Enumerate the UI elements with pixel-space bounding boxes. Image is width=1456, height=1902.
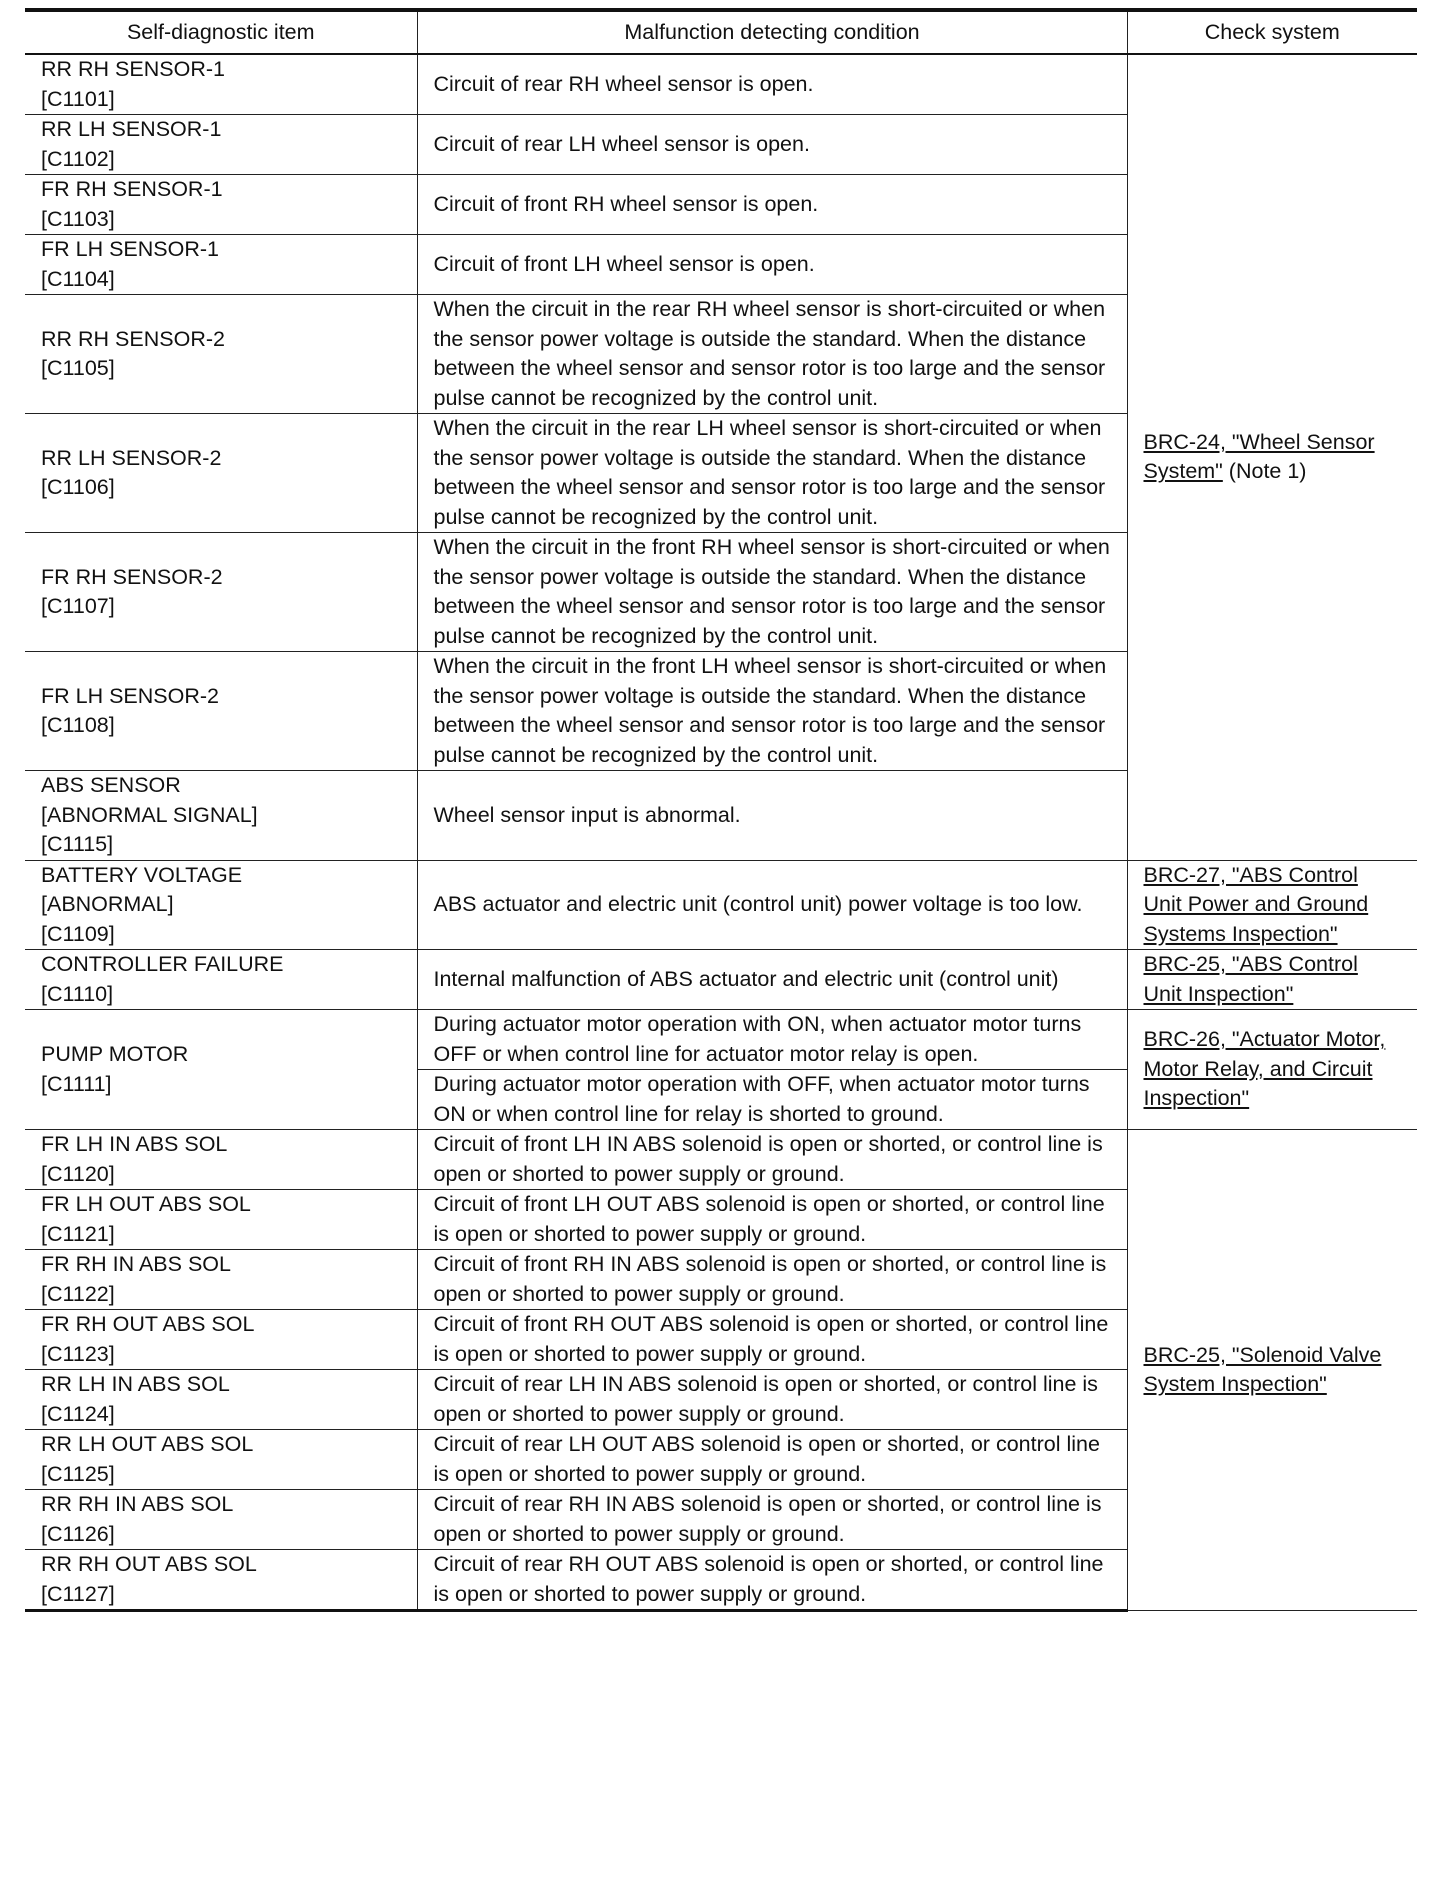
table-header-row [25,10,1417,54]
diagnostic-item-cell [25,1250,417,1310]
malfunction-condition-cell: Circuit of front RH IN ABS solenoid is open or shorted, or control line is open or shorted to power supply or ground. [417,1250,1127,1310]
table-row [25,950,1417,1010]
dtc-code: [C1104] [41,266,115,291]
item-name: RR RH SENSOR-2 [41,326,225,351]
table-row [25,1010,1417,1070]
dtc-code: [C1124] [41,1401,115,1426]
diagnostic-item-cell [25,1010,417,1130]
diagnostic-item-cell [25,54,417,115]
malfunction-condition-cell: When the circuit in the front LH wheel sensor is short-circuited or when the sensor power voltage is outside the standard. When the distance between the wheel sensor and sensor rotor is too large and the sensor pulse cannot be recognized by the control unit. [417,652,1127,771]
item-name: RR RH IN ABS SOL [41,1492,234,1516]
check-system-link[interactable]: BRC-26, "Actuator Motor, Motor Relay, and Circuit Inspection" [1143,1027,1386,1111]
diagnostic-item-cell [25,771,417,861]
diagnostic-item-cell [25,235,417,295]
dtc-code: [C1105] [41,356,115,380]
dtc-code: [C1108] [41,713,115,737]
diagnostic-item-cell [25,1490,417,1550]
malfunction-condition-cell: Internal malfunction of ABS actuator and electric unit (control unit) [417,950,1127,1010]
item-name: FR RH OUT ABS SOL [41,1312,255,1336]
dtc-code: [C1101] [41,86,115,111]
item-name: [ABNORMAL] [41,892,174,916]
item-name: RR RH OUT ABS SOL [41,1552,257,1576]
header-self-diagnostic-item: Self-diagnostic item [25,10,417,54]
document-page [25,8,1417,1612]
item-name: FR LH IN ABS SOL [41,1132,228,1156]
item-name: RR LH IN ABS SOL [41,1372,230,1396]
diagnostic-item-cell [25,1130,417,1190]
check-system-link[interactable]: BRC-25, "Solenoid Valve System Inspection" [1143,1342,1382,1396]
check-system-link[interactable]: BRC-27, "ABS Control Unit Power and Ground Systems Inspection" [1143,862,1369,946]
item-name: [ABNORMAL SIGNAL] [41,802,258,827]
check-system-link[interactable]: BRC-24, "Wheel Sensor System" [1143,429,1375,484]
diagnostic-item-cell [25,1190,417,1250]
malfunction-condition-cell: When the circuit in the rear LH wheel sensor is short-circuited or when the sensor power voltage is outside the standard. When the distance between the wheel sensor and sensor rotor is too large and the sensor pulse cannot be recognized by the control unit. [417,414,1127,533]
item-name: ABS SENSOR [41,773,181,797]
dtc-code: [C1103] [41,206,115,231]
item-name: PUMP MOTOR [41,1042,189,1066]
item-name: RR LH OUT ABS SOL [41,1432,254,1456]
diagnostic-item-cell [25,533,417,652]
item-name: FR RH IN ABS SOL [41,1252,231,1276]
item-name: RR RH SENSOR-1 [41,57,225,81]
malfunction-condition-cell: Circuit of rear RH OUT ABS solenoid is open or shorted, or control line is open or shorted to power supply or ground. [417,1550,1127,1611]
check-system-link[interactable]: BRC-25, "ABS Control Unit Inspection" [1143,952,1358,1006]
diagnostic-item-cell [25,115,417,175]
dtc-code: [C1109] [41,921,115,946]
dtc-code: [C1110] [41,981,114,1006]
dtc-code: [C1125] [41,1461,115,1486]
malfunction-condition-cell: Circuit of front LH OUT ABS solenoid is open or shorted, or control line is open or shorted to power supply or ground. [417,1190,1127,1250]
malfunction-condition-cell: Circuit of rear RH IN ABS solenoid is open or shorted, or control line is open or shorted to power supply or ground. [417,1490,1127,1550]
item-name: CONTROLLER FAILURE [41,952,284,976]
item-name: RR LH SENSOR-1 [41,117,222,141]
header-check-system: Check system [1127,10,1417,54]
table-row [25,54,1417,115]
table-row [25,860,1417,950]
dtc-code: [C1122] [41,1281,115,1306]
malfunction-condition-cell: Circuit of rear LH OUT ABS solenoid is open or shorted, or control line is open or shorted to power supply or ground. [417,1430,1127,1490]
malfunction-condition-cell: When the circuit in the front RH wheel sensor is short-circuited or when the sensor power voltage is outside the standard. When the distance between the wheel sensor and sensor rotor is too large and the sensor pulse cannot be recognized by the control unit. [417,533,1127,652]
dtc-code: [C1107] [41,594,115,618]
check-system-note: (Note 1) [1222,459,1307,484]
diagnostic-item-cell [25,175,417,235]
item-name: FR RH SENSOR-2 [41,564,223,589]
dtc-code: [C1102] [41,146,115,171]
malfunction-condition-cell: Circuit of rear LH IN ABS solenoid is open or shorted, or control line is open or shorted to power supply or ground. [417,1370,1127,1430]
malfunction-condition-cell: ABS actuator and electric unit (control unit) power voltage is too low. [417,860,1127,950]
dtc-code: [C1115] [41,832,114,856]
table-row [25,1130,1417,1190]
diagnostic-item-cell [25,652,417,771]
header-malfunction-condition: Malfunction detecting condition [417,10,1127,54]
diagnostic-item-cell [25,860,417,950]
malfunction-condition-cell: During actuator motor operation with ON, when actuator motor turns OFF or when control line for actuator motor relay is open. [417,1010,1127,1070]
malfunction-condition-cell: Circuit of front RH OUT ABS solenoid is open or shorted, or control line is open or shorted to power supply or ground. [417,1310,1127,1370]
dtc-code: [C1123] [41,1341,115,1366]
diagnostic-item-cell [25,950,417,1010]
malfunction-condition-cell: During actuator motor operation with OFF, when actuator motor turns ON or when control line for relay is shorted to ground. [417,1070,1127,1130]
check-system-cell [1127,54,1417,860]
malfunction-condition-cell: Circuit of front RH wheel sensor is open. [417,175,1127,235]
malfunction-condition-cell: Wheel sensor input is abnormal. [417,771,1127,861]
item-name: FR LH SENSOR-1 [41,237,220,261]
diagnostic-item-cell [25,1310,417,1370]
diagnostic-item-cell [25,1430,417,1490]
table-body [25,54,1417,1611]
diagnostic-item-cell [25,295,417,414]
item-name: FR LH SENSOR-2 [41,683,220,708]
dtc-code: [C1106] [41,475,115,499]
dtc-code: [C1120] [41,1161,115,1186]
check-system-cell [1127,860,1417,950]
check-system-cell [1127,950,1417,1010]
diagnostic-item-cell [25,1370,417,1430]
item-name: RR LH SENSOR-2 [41,445,222,470]
self-diagnostic-table [25,8,1417,1612]
check-system-cell [1127,1130,1417,1611]
malfunction-condition-cell: Circuit of rear LH wheel sensor is open. [417,115,1127,175]
malfunction-condition-cell: Circuit of rear RH wheel sensor is open. [417,54,1127,115]
item-name: BATTERY VOLTAGE [41,862,243,887]
dtc-code: [C1126] [41,1521,115,1546]
malfunction-condition-cell: When the circuit in the rear RH wheel sensor is short-circuited or when the sensor power voltage is outside the standard. When the distance between the wheel sensor and sensor rotor is too large and the sensor pulse cannot be recognized by the control unit. [417,295,1127,414]
malfunction-condition-cell: Circuit of front LH wheel sensor is open. [417,235,1127,295]
diagnostic-item-cell [25,414,417,533]
item-name: FR RH SENSOR-1 [41,177,223,201]
dtc-code: [C1121] [41,1221,115,1246]
check-system-cell [1127,1010,1417,1130]
diagnostic-item-cell [25,1550,417,1611]
item-name: FR LH OUT ABS SOL [41,1192,251,1216]
dtc-code: [C1111] [41,1071,112,1096]
dtc-code: [C1127] [41,1581,115,1606]
malfunction-condition-cell: Circuit of front LH IN ABS solenoid is open or shorted, or control line is open or shorted to power supply or ground. [417,1130,1127,1190]
